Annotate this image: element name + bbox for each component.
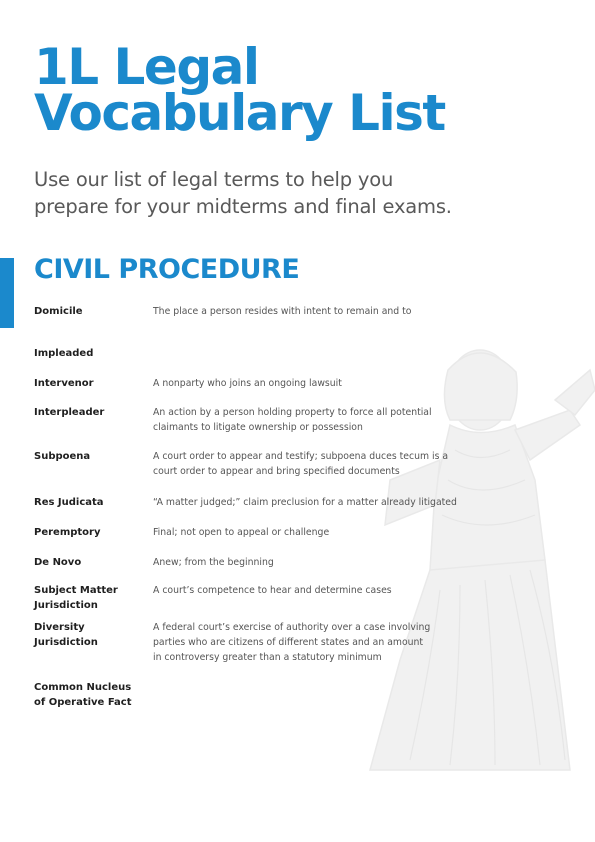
term-label: Subject Matter Jurisdiction bbox=[34, 585, 118, 611]
term-definition: “A matter judged;” claim preclusion for a matter already litigated bbox=[153, 497, 457, 508]
term-label: Subpoena bbox=[34, 451, 91, 462]
page-title-line-2: Vocabulary List bbox=[34, 84, 445, 142]
page-title bbox=[34, 38, 445, 142]
term-label: De Novo bbox=[34, 557, 82, 568]
term-definition: The place a person resides with intent to remain and to bbox=[153, 306, 412, 317]
term-label: Domicile bbox=[34, 306, 83, 317]
page-subtitle bbox=[34, 166, 574, 220]
term-label: Impleaded bbox=[34, 348, 94, 359]
term-label: Diversity Jurisdiction bbox=[34, 622, 98, 648]
term-definition: A court order to appear and testify; subpoena duces tecum is a court order to appear and bring specified documents bbox=[153, 451, 449, 477]
term-label: Peremptory bbox=[34, 527, 101, 538]
term-label: Res Judicata bbox=[34, 497, 104, 508]
term-definition: An action by a person holding property to force all potential claimants to litigate ownership or possession bbox=[153, 407, 432, 433]
page-title-line-1: 1L Legal bbox=[34, 38, 259, 96]
term-definition: A court’s competence to hear and determine cases bbox=[153, 585, 392, 596]
section-title: CIVIL PROCEDURE bbox=[34, 254, 300, 285]
term-definition: Final; not open to appeal or challenge bbox=[153, 527, 330, 538]
term-label: Common Nucleus of Operative Fact bbox=[34, 682, 132, 708]
term-definition: A federal court’s exercise of authority over a case involving parties who are citizens of different states and an amount in controversy greater than a statutory minimum bbox=[153, 622, 431, 663]
section-accent-bar bbox=[0, 258, 14, 328]
page-subtitle-line-1: Use our list of legal terms to help you bbox=[34, 168, 394, 191]
term-definition: A nonparty who joins an ongoing lawsuit bbox=[153, 378, 342, 389]
term-definition: Anew; from the beginning bbox=[153, 557, 274, 568]
term-label: Interpleader bbox=[34, 407, 105, 418]
term-label: Intervenor bbox=[34, 378, 94, 389]
page-subtitle-line-2: prepare for your midterms and final exams. bbox=[34, 195, 452, 218]
